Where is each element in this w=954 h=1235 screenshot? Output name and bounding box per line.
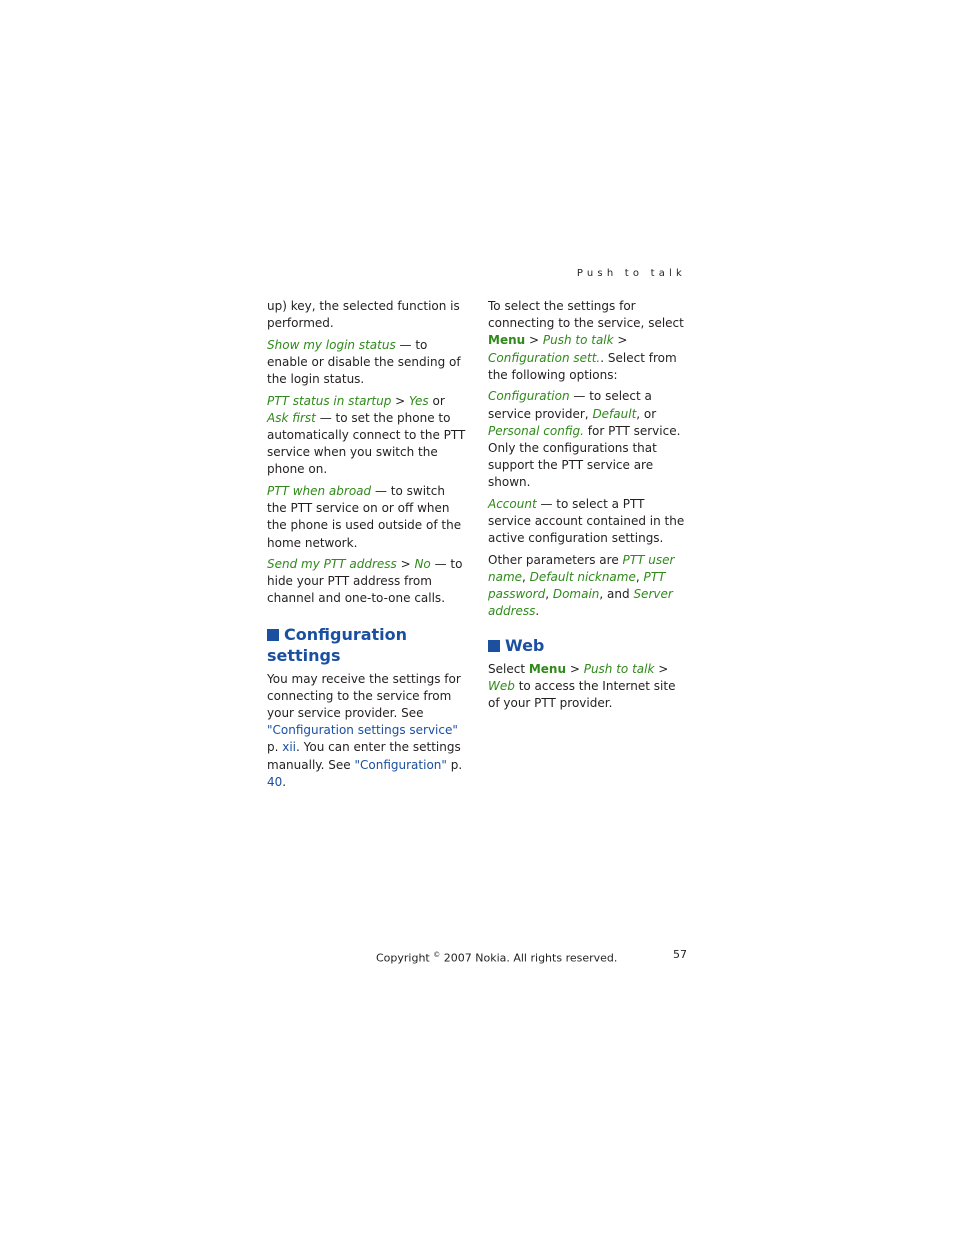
section-heading-text: Configuration settings bbox=[267, 624, 408, 665]
option-desc: — to select a PTT service account contained in the active configuration settings. bbox=[488, 496, 685, 546]
option-term: Show my login status bbox=[267, 337, 396, 352]
option-ptt-when-abroad bbox=[267, 483, 467, 552]
separator: > bbox=[391, 393, 410, 408]
option-term: Configuration sett. bbox=[488, 350, 601, 365]
copyright-text: 2007 Nokia. All rights reserved. bbox=[440, 951, 618, 965]
body-text: to access the Internet site of your PTT provider. bbox=[488, 678, 676, 710]
comma: , bbox=[522, 569, 530, 584]
separator: > bbox=[396, 557, 415, 572]
body-text: You may receive the settings for connecting to the service from your service provider. See bbox=[267, 671, 461, 721]
copyright-symbol: © bbox=[433, 951, 441, 959]
page-label: p. bbox=[446, 757, 463, 772]
option-term: Web bbox=[488, 678, 515, 693]
option-configuration bbox=[488, 388, 688, 491]
option-term: Push to talk bbox=[542, 333, 614, 348]
paragraph-continuation: up) key, the selected function is performed. bbox=[267, 299, 460, 331]
section-heading-text: Web bbox=[505, 635, 545, 655]
option-show-login-status bbox=[267, 337, 467, 389]
separator: > bbox=[654, 661, 669, 676]
body-text: Select bbox=[488, 661, 529, 676]
section-heading-web bbox=[488, 635, 688, 656]
configuration-settings-paragraph bbox=[267, 671, 467, 791]
option-term: Configuration bbox=[488, 389, 570, 404]
option-term: PTT user name bbox=[488, 552, 675, 584]
option-term: Send my PTT address bbox=[267, 557, 397, 572]
comma: , bbox=[545, 587, 553, 602]
body-text: , or bbox=[636, 406, 657, 421]
web-paragraph bbox=[488, 661, 688, 713]
option-term: PTT when abroad bbox=[267, 483, 372, 498]
or-text: or bbox=[428, 393, 445, 408]
option-term: Server address bbox=[488, 587, 673, 619]
comma: , bbox=[635, 569, 644, 584]
link-page-40[interactable]: 40 bbox=[267, 774, 283, 789]
option-account bbox=[488, 496, 688, 548]
option-term: Default nickname bbox=[529, 569, 636, 584]
running-head: Push to talk bbox=[576, 268, 686, 279]
option-term: Yes bbox=[409, 393, 429, 408]
body-text: Other parameters are bbox=[488, 552, 623, 567]
option-term: Account bbox=[488, 496, 537, 511]
copyright-text: Copyright bbox=[376, 951, 434, 965]
body-text: To select the settings for connecting to the service, select bbox=[488, 299, 684, 331]
other-parameters-paragraph bbox=[488, 552, 688, 621]
option-term: PTT password bbox=[488, 569, 666, 602]
page-number: 57 bbox=[673, 948, 687, 961]
option-ptt-status-startup bbox=[267, 393, 467, 479]
option-term: Default bbox=[592, 406, 637, 421]
option-desc: — to hide your PTT address from channel and one-to-one calls. bbox=[267, 557, 463, 606]
body-text: — to select a service provider, bbox=[488, 389, 652, 421]
option-term: Domain bbox=[552, 587, 600, 602]
copyright-footer bbox=[376, 948, 617, 966]
left-column bbox=[267, 298, 467, 795]
link-configuration-settings-service[interactable]: "Configuration settings service" bbox=[267, 723, 458, 738]
period: . bbox=[282, 774, 287, 789]
and-text: , and bbox=[599, 587, 634, 602]
square-bullet-icon bbox=[267, 629, 279, 641]
square-bullet-icon bbox=[488, 640, 500, 652]
option-term: Personal config. bbox=[488, 423, 584, 438]
separator: > bbox=[566, 661, 584, 676]
option-desc: — to enable or disable the sending of the login status. bbox=[267, 337, 461, 387]
body-text: . Select from the following options: bbox=[488, 350, 677, 382]
option-term: No bbox=[414, 557, 431, 572]
option-term: PTT status in startup bbox=[267, 393, 392, 408]
link-page-xii[interactable]: xii bbox=[282, 740, 297, 755]
separator: > bbox=[525, 333, 543, 348]
option-send-ptt-address bbox=[267, 556, 467, 608]
option-desc: — to switch the PTT service on or off when the phone is used outside of the home network. bbox=[267, 483, 462, 550]
separator: > bbox=[613, 333, 628, 348]
link-configuration[interactable]: "Configuration" bbox=[354, 757, 447, 772]
section-heading-configuration-settings bbox=[267, 624, 467, 666]
period: . bbox=[535, 604, 540, 619]
option-term: Ask first bbox=[267, 410, 316, 425]
select-settings-paragraph bbox=[488, 298, 688, 384]
right-column bbox=[488, 298, 688, 716]
option-term: Push to talk bbox=[583, 661, 655, 676]
option-desc: — to set the phone to automatically connect to the PTT service when you switch the phone on. bbox=[267, 410, 466, 477]
menu-key: Menu bbox=[528, 661, 567, 676]
body-text: for PTT service. Only the configurations that support the PTT service are shown. bbox=[488, 423, 681, 490]
page-label: p. bbox=[267, 740, 283, 755]
body-text: . You can enter the settings manually. See bbox=[267, 740, 461, 772]
menu-key: Menu bbox=[488, 333, 526, 348]
